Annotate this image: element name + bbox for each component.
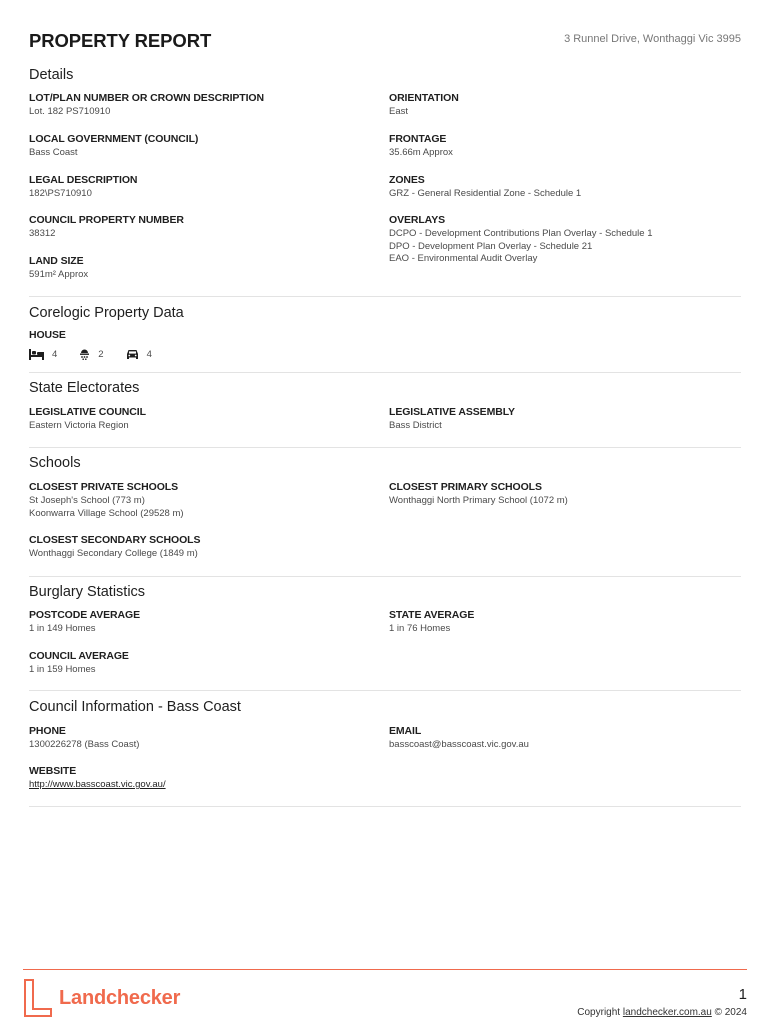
details-section — [29, 67, 741, 287]
zones-label: ZONES — [389, 174, 425, 186]
landchecker-logo-icon — [23, 979, 53, 1017]
council-number-label: COUNCIL PROPERTY NUMBER — [29, 214, 184, 226]
lot-plan-field — [29, 92, 264, 119]
email-field — [389, 725, 529, 752]
orientation-label: ORIENTATION — [389, 92, 459, 104]
state-average-value: 1 in 76 Homes — [389, 623, 451, 634]
overlays-field — [389, 214, 652, 266]
report-header — [29, 30, 741, 54]
council-number-value: 38312 — [29, 228, 56, 239]
secondary-schools-field — [29, 534, 200, 561]
postcode-average-label: POSTCODE AVERAGE — [29, 609, 140, 621]
email-value: basscoast@basscoast.vic.gov.au — [389, 739, 529, 750]
section-divider — [29, 690, 741, 691]
lot-plan-label: LOT/PLAN NUMBER OR CROWN DESCRIPTION — [29, 92, 264, 104]
primary-schools-label: CLOSEST PRIMARY SCHOOLS — [389, 481, 542, 493]
frontage-label: FRONTAGE — [389, 133, 447, 145]
land-size-field — [29, 255, 88, 282]
property-features — [29, 347, 174, 361]
property-type-label: HOUSE — [29, 329, 66, 341]
car-spaces-feature — [126, 349, 152, 360]
schools-title: Schools — [29, 455, 81, 471]
landchecker-link[interactable]: landchecker.com.au — [622, 1007, 712, 1018]
postcode-average-field — [29, 609, 140, 636]
website-link[interactable]: http://www.basscoast.vic.gov.au/ — [29, 779, 166, 790]
corelogic-section — [29, 305, 741, 365]
private-schools-field — [29, 481, 184, 520]
orientation-value: East — [389, 106, 409, 117]
schools-section — [29, 455, 741, 570]
overlays-label: OVERLAYS — [389, 214, 445, 226]
property-type-field — [29, 329, 66, 342]
council-value: Bass Coast — [29, 147, 78, 158]
legislative-assembly-field — [389, 406, 515, 433]
section-divider — [29, 447, 741, 448]
copyright-notice — [577, 1007, 747, 1018]
private-schools-label: CLOSEST PRIVATE SCHOOLS — [29, 481, 178, 493]
page-title: PROPERTY REPORT — [29, 30, 212, 51]
phone-field — [29, 725, 139, 752]
legislative-council-label: LEGISLATIVE COUNCIL — [29, 406, 146, 418]
council-number-field — [29, 214, 184, 241]
details-title: Details — [29, 67, 74, 83]
legislative-assembly-value: Bass District — [389, 420, 442, 431]
brand-name: Landchecker — [59, 986, 181, 1009]
section-divider — [29, 296, 741, 297]
overlay-item: EAO - Environmental Audit Overlay — [389, 253, 538, 264]
section-divider — [29, 576, 741, 577]
overlay-item: DPO - Development Plan Overlay - Schedule 21 — [389, 240, 593, 252]
electorates-title: State Electorates — [29, 380, 140, 396]
primary-school-item: Wonthaggi North Primary School (1072 m) — [389, 495, 568, 506]
burglary-section — [29, 584, 741, 684]
state-average-label: STATE AVERAGE — [389, 609, 475, 621]
private-school-item: Koonwarra Village School (29528 m) — [29, 507, 184, 519]
electorates-section — [29, 380, 741, 440]
zones-field — [389, 174, 581, 201]
lot-plan-value: Lot. 182 PS710910 — [29, 106, 111, 117]
zones-value: GRZ - General Residential Zone - Schedule 1 — [389, 188, 582, 199]
postcode-average-value: 1 in 149 Homes — [29, 623, 96, 634]
bathrooms-count: 2 — [98, 348, 104, 360]
car-icon — [126, 349, 139, 360]
section-divider — [29, 372, 741, 373]
land-size-label: LAND SIZE — [29, 255, 84, 267]
council-average-label: COUNCIL AVERAGE — [29, 650, 129, 662]
state-average-field — [389, 609, 474, 636]
bedrooms-count: 4 — [52, 348, 58, 360]
bathrooms-feature — [79, 348, 103, 360]
phone-value: 1300226278 (Bass Coast) — [29, 739, 140, 750]
website-field — [29, 765, 166, 792]
secondary-schools-label: CLOSEST SECONDARY SCHOOLS — [29, 534, 201, 546]
secondary-school-item: Wonthaggi Secondary College (1849 m) — [29, 548, 198, 559]
section-divider — [29, 806, 741, 807]
legislative-assembly-label: LEGISLATIVE ASSEMBLY — [389, 406, 515, 418]
car-spaces-count: 4 — [146, 348, 152, 360]
orientation-field — [389, 92, 459, 119]
legislative-council-field — [29, 406, 146, 433]
private-school-item: St Joseph's School (773 m) — [29, 495, 145, 506]
landchecker-logo — [23, 978, 180, 1018]
council-label: LOCAL GOVERNMENT (COUNCIL) — [29, 133, 199, 145]
primary-schools-field — [389, 481, 568, 508]
burglary-title: Burglary Statistics — [29, 584, 146, 600]
council-average-value: 1 in 159 Homes — [29, 664, 96, 675]
bedrooms-feature — [29, 349, 57, 360]
email-label: EMAIL — [389, 725, 422, 737]
copyright-year: © 2024 — [714, 1007, 747, 1018]
frontage-value: 35.66m Approx — [389, 147, 453, 158]
website-label: WEBSITE — [29, 765, 77, 777]
legal-description-field — [29, 174, 137, 201]
footer-divider — [23, 969, 747, 970]
council-info-section — [29, 699, 741, 799]
page-number: 1 — [738, 986, 747, 1003]
copyright-prefix: Copyright — [577, 1007, 621, 1018]
legal-description-label: LEGAL DESCRIPTION — [29, 174, 138, 186]
phone-label: PHONE — [29, 725, 66, 737]
corelogic-title: Corelogic Property Data — [29, 305, 184, 321]
council-info-title: Council Information - Bass Coast — [29, 699, 241, 715]
council-field — [29, 133, 198, 160]
legal-description-value: 182\PS710910 — [29, 188, 92, 199]
council-average-field — [29, 650, 129, 677]
legislative-council-value: Eastern Victoria Region — [29, 420, 129, 431]
bed-icon — [29, 349, 44, 360]
bath-icon — [79, 348, 90, 360]
land-size-value: 591m² Approx — [29, 269, 89, 280]
overlay-item: DCPO - Development Contributions Plan Overlay - Schedule 1 — [389, 228, 653, 239]
property-address: 3 Runnel Drive, Wonthaggi Vic 3995 — [564, 33, 741, 45]
frontage-field — [389, 133, 453, 160]
